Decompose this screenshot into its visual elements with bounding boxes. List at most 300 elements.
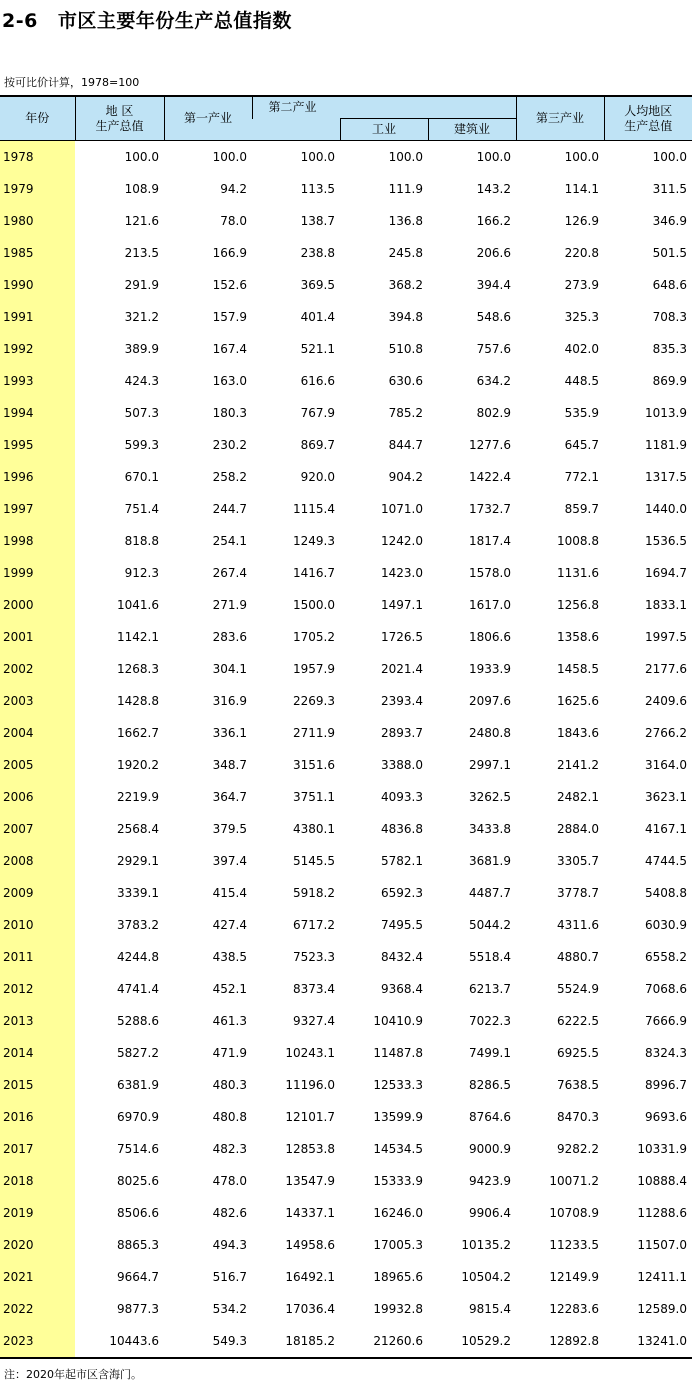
cell-secondary: 869.7: [300, 438, 335, 452]
header-year: 年份: [0, 96, 75, 141]
cell-year: 1998: [0, 525, 75, 557]
table-row: [0, 621, 692, 653]
cell-gdp: 6970.9: [117, 1110, 159, 1124]
cell-tertiary: 114.1: [564, 182, 599, 196]
cell-industry: 17005.3: [373, 1238, 423, 1252]
cell-gdp: 9664.7: [117, 1270, 159, 1284]
cell-gdp: 8506.6: [117, 1206, 159, 1220]
cell-construction: 8764.6: [469, 1110, 511, 1124]
cell-per-capita: 11507.0: [637, 1238, 687, 1252]
cell-construction: 3681.9: [469, 854, 511, 868]
cell-year: 2005: [0, 749, 75, 781]
cell-construction: 206.6: [476, 246, 511, 260]
cell-tertiary: 126.9: [564, 214, 599, 228]
cell-tertiary: 220.8: [564, 246, 599, 260]
cell-construction: 9000.9: [469, 1142, 511, 1156]
cell-primary: 316.9: [212, 694, 247, 708]
table-row: [0, 813, 692, 845]
cell-gdp: 389.9: [124, 342, 159, 356]
cell-gdp: 424.3: [124, 374, 159, 388]
cell-tertiary: 273.9: [564, 278, 599, 292]
cell-gdp: 507.3: [124, 406, 159, 420]
cell-tertiary: 4311.6: [557, 918, 599, 932]
cell-gdp: 100.0: [124, 150, 159, 164]
table-title: 市区主要年份生产总值指数: [57, 10, 292, 32]
cell-secondary: 5145.5: [293, 854, 335, 868]
cell-year: 1992: [0, 333, 75, 365]
table-row: [0, 1261, 692, 1293]
cell-year: 1979: [0, 173, 75, 205]
cell-construction: 3433.8: [469, 822, 511, 836]
cell-construction: 394.4: [476, 278, 511, 292]
cell-per-capita: 835.3: [652, 342, 687, 356]
cell-primary: 379.5: [212, 822, 247, 836]
cell-year: 1990: [0, 269, 75, 301]
table-row: [0, 269, 692, 301]
table-row: [0, 1293, 692, 1325]
cell-tertiary: 1458.5: [557, 662, 599, 676]
table-row: [0, 749, 692, 781]
table-row: [0, 973, 692, 1005]
cell-secondary: 16492.1: [285, 1270, 335, 1284]
cell-per-capita: 2177.6: [645, 662, 687, 676]
cell-industry: 2021.4: [381, 662, 423, 676]
cell-industry: 394.8: [388, 310, 423, 324]
cell-tertiary: 6222.5: [557, 1014, 599, 1028]
cell-construction: 1578.0: [469, 566, 511, 580]
cell-secondary: 3751.1: [293, 790, 335, 804]
cell-construction: 1732.7: [469, 502, 511, 516]
cell-tertiary: 2482.1: [557, 790, 599, 804]
table-row: [0, 205, 692, 237]
table-row: [0, 525, 692, 557]
cell-industry: 11487.8: [373, 1046, 423, 1060]
cell-per-capita: 7666.9: [645, 1014, 687, 1028]
cell-secondary: 1249.3: [293, 534, 335, 548]
cell-industry: 15333.9: [373, 1174, 423, 1188]
header-tertiary: 第三产业: [516, 96, 604, 141]
cell-tertiary: 6925.5: [557, 1046, 599, 1060]
cell-secondary: 6717.2: [293, 918, 335, 932]
cell-year: 2001: [0, 621, 75, 653]
header-per-capita: 人均地区 生产总值: [604, 96, 692, 141]
cell-primary: 478.0: [212, 1174, 247, 1188]
cell-tertiary: 402.0: [564, 342, 599, 356]
cell-year: 2022: [0, 1293, 75, 1325]
cell-primary: 427.4: [212, 918, 247, 932]
cell-secondary: 113.5: [300, 182, 335, 196]
cell-primary: 304.1: [212, 662, 247, 676]
cell-secondary: 767.9: [300, 406, 335, 420]
cell-year: 1995: [0, 429, 75, 461]
cell-primary: 254.1: [212, 534, 247, 548]
table-row: [0, 877, 692, 909]
cell-industry: 2393.4: [381, 694, 423, 708]
cell-primary: 166.9: [212, 246, 247, 260]
cell-industry: 111.9: [388, 182, 423, 196]
cell-industry: 7495.5: [381, 918, 423, 932]
table-row: [0, 397, 692, 429]
cell-industry: 245.8: [388, 246, 423, 260]
cell-tertiary: 4880.7: [557, 950, 599, 964]
cell-industry: 13599.9: [373, 1110, 423, 1124]
cell-year: 2014: [0, 1037, 75, 1069]
cell-construction: 548.6: [476, 310, 511, 324]
cell-per-capita: 11288.6: [637, 1206, 687, 1220]
cell-year: 2019: [0, 1197, 75, 1229]
cell-industry: 21260.6: [340, 1325, 428, 1358]
cell-secondary: 4380.1: [293, 822, 335, 836]
header-industry: 工业: [340, 119, 428, 141]
table-row: [0, 941, 692, 973]
cell-secondary: 1416.7: [293, 566, 335, 580]
cell-gdp: 9877.3: [117, 1302, 159, 1316]
cell-year: 2023: [0, 1325, 75, 1358]
cell-primary: 348.7: [212, 758, 247, 772]
cell-year: 1985: [0, 237, 75, 269]
cell-tertiary: 7638.5: [557, 1078, 599, 1092]
cell-year: 2003: [0, 685, 75, 717]
cell-tertiary: 11233.5: [549, 1238, 599, 1252]
table-row: [0, 1133, 692, 1165]
cell-per-capita: 2766.2: [645, 726, 687, 740]
cell-per-capita: 8324.3: [645, 1046, 687, 1060]
cell-tertiary: 5524.9: [557, 982, 599, 996]
table-row: [0, 685, 692, 717]
unit-note: 按可比价计算，1978=100: [4, 76, 140, 89]
cell-secondary: 14337.1: [285, 1206, 335, 1220]
cell-per-capita: 1440.0: [645, 502, 687, 516]
cell-construction: 1933.9: [469, 662, 511, 676]
cell-construction: 9906.4: [469, 1206, 511, 1220]
cell-gdp: 4741.4: [117, 982, 159, 996]
cell-gdp: 321.2: [124, 310, 159, 324]
table-row: [0, 333, 692, 365]
cell-gdp: 2219.9: [117, 790, 159, 804]
cell-per-capita: 4744.5: [645, 854, 687, 868]
cell-primary: 283.6: [212, 630, 247, 644]
cell-construction: 2480.8: [469, 726, 511, 740]
cell-tertiary: 1625.6: [557, 694, 599, 708]
cell-industry: 6592.3: [381, 886, 423, 900]
cell-gdp: 599.3: [124, 438, 159, 452]
cell-primary: 167.4: [212, 342, 247, 356]
cell-primary: 471.9: [212, 1046, 247, 1060]
cell-construction: 1617.0: [469, 598, 511, 612]
cell-gdp: 1428.8: [117, 694, 159, 708]
cell-primary: 482.3: [212, 1142, 247, 1156]
cell-primary: 271.9: [212, 598, 247, 612]
cell-primary: 244.7: [212, 502, 247, 516]
cell-construction: 7499.1: [469, 1046, 511, 1060]
cell-construction: 3262.5: [469, 790, 511, 804]
cell-industry: 3388.0: [381, 758, 423, 772]
cell-industry: 19932.8: [373, 1302, 423, 1316]
cell-primary: 480.8: [212, 1110, 247, 1124]
cell-industry: 630.6: [388, 374, 423, 388]
cell-industry: 368.2: [388, 278, 423, 292]
cell-secondary: 2711.9: [293, 726, 335, 740]
table-row: [0, 589, 692, 621]
cell-primary: 258.2: [212, 470, 247, 484]
cell-industry: 1242.0: [381, 534, 423, 548]
cell-gdp: 1662.7: [117, 726, 159, 740]
cell-secondary: 12101.7: [285, 1110, 335, 1124]
cell-primary: 94.2: [220, 182, 247, 196]
cell-gdp: 10443.6: [75, 1325, 164, 1358]
cell-per-capita: 501.5: [652, 246, 687, 260]
cell-construction: 1422.4: [469, 470, 511, 484]
cell-gdp: 6381.9: [117, 1078, 159, 1092]
table-row: [0, 1069, 692, 1101]
cell-secondary: 401.4: [300, 310, 335, 324]
table-row: [0, 493, 692, 525]
cell-tertiary: 10708.9: [549, 1206, 599, 1220]
cell-tertiary: 772.1: [564, 470, 599, 484]
cell-per-capita: 9693.6: [645, 1110, 687, 1124]
cell-construction: 9815.4: [469, 1302, 511, 1316]
cell-gdp: 213.5: [124, 246, 159, 260]
cell-year: 2018: [0, 1165, 75, 1197]
cell-secondary: 1115.4: [293, 502, 335, 516]
cell-primary: 452.1: [212, 982, 247, 996]
cell-per-capita: 708.3: [652, 310, 687, 324]
cell-gdp: 8025.6: [117, 1174, 159, 1188]
cell-construction: 166.2: [476, 214, 511, 228]
cell-gdp: 5827.2: [117, 1046, 159, 1060]
table-row: [0, 429, 692, 461]
cell-secondary: 18185.2: [252, 1325, 340, 1358]
cell-primary: 461.3: [212, 1014, 247, 1028]
cell-secondary: 1705.2: [293, 630, 335, 644]
cell-per-capita: 8996.7: [645, 1078, 687, 1092]
cell-primary: 480.3: [212, 1078, 247, 1092]
cell-per-capita: 6030.9: [645, 918, 687, 932]
page-title: [2, 6, 292, 33]
cell-industry: 1071.0: [381, 502, 423, 516]
cell-industry: 12533.3: [373, 1078, 423, 1092]
cell-per-capita: 1536.5: [645, 534, 687, 548]
cell-industry: 18965.6: [373, 1270, 423, 1284]
cell-construction: 757.6: [476, 342, 511, 356]
cell-secondary: 2269.3: [293, 694, 335, 708]
cell-gdp: 1041.6: [117, 598, 159, 612]
cell-tertiary: 859.7: [564, 502, 599, 516]
cell-per-capita: 4167.1: [645, 822, 687, 836]
cell-year: 2020: [0, 1229, 75, 1261]
cell-construction: 634.2: [476, 374, 511, 388]
cell-year: 2004: [0, 717, 75, 749]
table-row: [0, 237, 692, 269]
cell-tertiary: 2141.2: [557, 758, 599, 772]
table-row: [0, 1325, 692, 1358]
cell-year: 2021: [0, 1261, 75, 1293]
cell-primary: 180.3: [212, 406, 247, 420]
cell-primary: 534.2: [212, 1302, 247, 1316]
cell-year: 1996: [0, 461, 75, 493]
cell-tertiary: 12149.9: [549, 1270, 599, 1284]
cell-tertiary: 10071.2: [549, 1174, 599, 1188]
cell-construction: 10135.2: [461, 1238, 511, 1252]
cell-secondary: 3151.6: [293, 758, 335, 772]
cell-primary: 516.7: [212, 1270, 247, 1284]
cell-construction: 7022.3: [469, 1014, 511, 1028]
cell-construction: 10529.2: [428, 1325, 516, 1358]
header-secondary: 第二产业: [252, 96, 516, 119]
table-row: [0, 301, 692, 333]
cell-construction: 2997.1: [469, 758, 511, 772]
cell-industry: 16246.0: [373, 1206, 423, 1220]
cell-construction: 100.0: [476, 150, 511, 164]
cell-gdp: 3339.1: [117, 886, 159, 900]
cell-primary: 157.9: [212, 310, 247, 324]
cell-secondary: 920.0: [300, 470, 335, 484]
cell-tertiary: 2884.0: [557, 822, 599, 836]
cell-primary: 415.4: [212, 886, 247, 900]
header-secondary-blank: [252, 119, 340, 141]
cell-per-capita: 311.5: [652, 182, 687, 196]
cell-secondary: 5918.2: [293, 886, 335, 900]
cell-industry: 785.2: [388, 406, 423, 420]
cell-year: 2000: [0, 589, 75, 621]
cell-year: 2011: [0, 941, 75, 973]
cell-construction: 8286.5: [469, 1078, 511, 1092]
table-body: [0, 141, 692, 1359]
footnote: 注：2020年起市区含海门。: [4, 1368, 142, 1381]
table-row: [0, 845, 692, 877]
cell-primary: 494.3: [212, 1238, 247, 1252]
cell-secondary: 9327.4: [293, 1014, 335, 1028]
cell-construction: 5518.4: [469, 950, 511, 964]
cell-secondary: 616.6: [300, 374, 335, 388]
cell-tertiary: 1008.8: [557, 534, 599, 548]
cell-tertiary: 1131.6: [557, 566, 599, 580]
cell-per-capita: 1997.5: [645, 630, 687, 644]
cell-year: 2016: [0, 1101, 75, 1133]
table-row: [0, 173, 692, 205]
cell-per-capita: 12411.1: [637, 1270, 687, 1284]
cell-per-capita: 1013.9: [645, 406, 687, 420]
cell-primary: 78.0: [220, 214, 247, 228]
cell-gdp: 670.1: [124, 470, 159, 484]
cell-year: 1991: [0, 301, 75, 333]
header-construction: 建筑业: [428, 119, 516, 141]
cell-industry: 14534.5: [373, 1142, 423, 1156]
cell-year: 1997: [0, 493, 75, 525]
cell-tertiary: 3305.7: [557, 854, 599, 868]
cell-secondary: 521.1: [300, 342, 335, 356]
cell-primary: 397.4: [212, 854, 247, 868]
cell-industry: 5782.1: [381, 854, 423, 868]
cell-gdp: 1268.3: [117, 662, 159, 676]
cell-construction: 4487.7: [469, 886, 511, 900]
cell-year: 1994: [0, 397, 75, 429]
cell-industry: 844.7: [388, 438, 423, 452]
cell-year: 2007: [0, 813, 75, 845]
cell-year: 2006: [0, 781, 75, 813]
cell-year: 1978: [0, 141, 75, 174]
table-row: [0, 781, 692, 813]
cell-industry: 510.8: [388, 342, 423, 356]
cell-industry: 8432.4: [381, 950, 423, 964]
cell-construction: 802.9: [476, 406, 511, 420]
cell-tertiary: 12283.6: [549, 1302, 599, 1316]
cell-per-capita: 1694.7: [645, 566, 687, 580]
cell-tertiary: 535.9: [564, 406, 599, 420]
cell-secondary: 238.8: [300, 246, 335, 260]
cell-per-capita: 1317.5: [645, 470, 687, 484]
cell-year: 1999: [0, 557, 75, 589]
cell-gdp: 818.8: [124, 534, 159, 548]
table-number: 2-6: [2, 10, 38, 32]
cell-tertiary: 1843.6: [557, 726, 599, 740]
cell-tertiary: 645.7: [564, 438, 599, 452]
table-row: [0, 909, 692, 941]
cell-secondary: 17036.4: [285, 1302, 335, 1316]
cell-year: 2013: [0, 1005, 75, 1037]
cell-per-capita: 13241.0: [604, 1325, 692, 1358]
cell-industry: 1726.5: [381, 630, 423, 644]
table-row: [0, 1197, 692, 1229]
cell-secondary: 10243.1: [285, 1046, 335, 1060]
cell-tertiary: 9282.2: [557, 1142, 599, 1156]
cell-year: 2002: [0, 653, 75, 685]
cell-secondary: 8373.4: [293, 982, 335, 996]
cell-secondary: 12853.8: [285, 1142, 335, 1156]
cell-per-capita: 1181.9: [645, 438, 687, 452]
cell-construction: 9423.9: [469, 1174, 511, 1188]
cell-gdp: 7514.6: [117, 1142, 159, 1156]
cell-secondary: 11196.0: [285, 1078, 335, 1092]
cell-secondary: 138.7: [300, 214, 335, 228]
header-gdp: 地 区 生产总值: [75, 96, 164, 141]
cell-tertiary: 3778.7: [557, 886, 599, 900]
cell-secondary: 369.5: [300, 278, 335, 292]
cell-gdp: 2929.1: [117, 854, 159, 868]
cell-tertiary: 100.0: [564, 150, 599, 164]
cell-per-capita: 346.9: [652, 214, 687, 228]
cell-per-capita: 648.6: [652, 278, 687, 292]
cell-secondary: 7523.3: [293, 950, 335, 964]
cell-primary: 267.4: [212, 566, 247, 580]
cell-construction: 6213.7: [469, 982, 511, 996]
cell-construction: 10504.2: [461, 1270, 511, 1284]
header-primary: 第一产业: [164, 96, 252, 141]
cell-tertiary: 8470.3: [557, 1110, 599, 1124]
cell-gdp: 751.4: [124, 502, 159, 516]
cell-primary: 152.6: [212, 278, 247, 292]
table-row: [0, 141, 692, 174]
cell-construction: 1277.6: [469, 438, 511, 452]
cell-year: 2012: [0, 973, 75, 1005]
cell-per-capita: 7068.6: [645, 982, 687, 996]
cell-tertiary: 325.3: [564, 310, 599, 324]
cell-secondary: 14958.6: [285, 1238, 335, 1252]
cell-industry: 100.0: [388, 150, 423, 164]
cell-year: 2017: [0, 1133, 75, 1165]
cell-gdp: 3783.2: [117, 918, 159, 932]
cell-construction: 2097.6: [469, 694, 511, 708]
cell-gdp: 291.9: [124, 278, 159, 292]
cell-industry: 1497.1: [381, 598, 423, 612]
cell-industry: 2893.7: [381, 726, 423, 740]
cell-industry: 4093.3: [381, 790, 423, 804]
cell-year: 2015: [0, 1069, 75, 1101]
cell-tertiary: 1358.6: [557, 630, 599, 644]
cell-per-capita: 5408.8: [645, 886, 687, 900]
cell-gdp: 2568.4: [117, 822, 159, 836]
cell-gdp: 5288.6: [117, 1014, 159, 1028]
